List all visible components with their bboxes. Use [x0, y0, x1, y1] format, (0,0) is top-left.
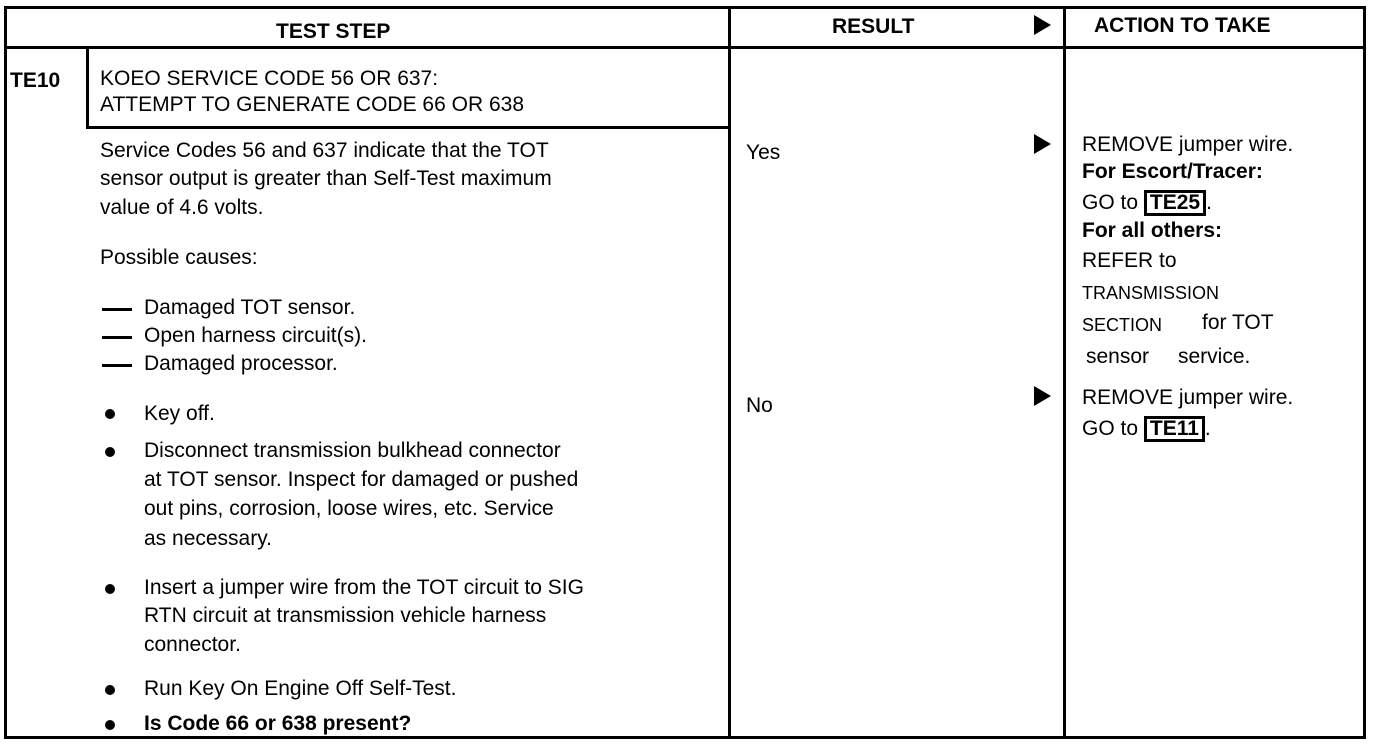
- table-border-bottom: [4, 736, 1366, 739]
- step-id-divider: [86, 48, 89, 128]
- dash-icon: [102, 364, 132, 367]
- dash-icon: [102, 308, 132, 311]
- cause-item: Open harness circuit(s).: [144, 324, 367, 347]
- table-border-left: [4, 6, 7, 739]
- dash-icon: [102, 336, 132, 339]
- bullet-icon: [105, 720, 115, 730]
- procedure-step-line: connector.: [144, 633, 241, 656]
- procedure-step-line: Insert a jumper wire from the TOT circuit to SIG: [144, 576, 584, 599]
- cause-item: Damaged TOT sensor.: [144, 296, 356, 319]
- procedure-step-line: RTN circuit at transmission vehicle harness: [144, 604, 547, 627]
- description-line1: Service Codes 56 and 637 indicate that the TOT: [100, 139, 549, 162]
- step-title-line2: ATTEMPT TO GENERATE CODE 66 OR 638: [100, 93, 524, 116]
- procedure-step-line: Disconnect transmission bulkhead connector: [144, 439, 561, 462]
- result-yes: Yes: [746, 141, 781, 164]
- causes-label: Possible causes:: [100, 246, 258, 269]
- column-divider-action: [1063, 6, 1066, 739]
- procedure-step: Run Key On Engine Off Self-Test.: [144, 677, 457, 700]
- action-yes-line8b: service.: [1178, 345, 1251, 368]
- action-yes-line1: REMOVE jumper wire.: [1082, 133, 1294, 156]
- header-result: RESULT: [832, 15, 915, 38]
- action-yes-line8a: sensor: [1086, 345, 1150, 368]
- bullet-icon: [105, 409, 115, 419]
- action-no-line1: REMOVE jumper wire.: [1082, 386, 1294, 409]
- action-yes-line2: For Escort/Tracer:: [1082, 160, 1263, 183]
- action-yes-line7a: SECTION: [1082, 315, 1163, 335]
- header-action: ACTION TO TAKE: [1094, 14, 1271, 37]
- action-yes-goto: [1082, 190, 1212, 216]
- result-arrow-icon: [1034, 134, 1051, 154]
- bullet-icon: [105, 584, 115, 594]
- cause-item: Damaged processor.: [144, 352, 338, 375]
- action-yes-line7b: for TOT: [1202, 311, 1274, 334]
- goto-period: .: [1204, 417, 1211, 440]
- step-title-line1: KOEO SERVICE CODE 56 OR 637:: [100, 67, 439, 90]
- action-yes-line5: REFER to: [1082, 249, 1177, 272]
- step-id: TE10: [10, 69, 61, 92]
- action-no-goto: [1082, 416, 1211, 442]
- step-reference-te11[interactable]: TE11: [1144, 416, 1205, 442]
- goto-label: GO to: [1082, 417, 1139, 440]
- bullet-icon: [105, 447, 115, 457]
- table-border-right: [1363, 6, 1366, 739]
- diagnostic-table: [4, 6, 1366, 739]
- action-yes-line4: For all others:: [1082, 219, 1223, 242]
- action-yes-line6: TRANSMISSION: [1082, 283, 1220, 303]
- procedure-question: Is Code 66 or 638 present?: [144, 712, 412, 735]
- goto-period: .: [1206, 191, 1212, 214]
- procedure-step-line: at TOT sensor. Inspect for damaged or pushed: [144, 468, 579, 491]
- procedure-step-line: out pins, corrosion, loose wires, etc. Service: [144, 497, 554, 520]
- column-divider-step: [728, 6, 731, 739]
- result-arrow-icon: [1034, 386, 1051, 406]
- description-line2: sensor output is greater than Self-Test maximum: [100, 167, 552, 190]
- header-test-step: TEST STEP: [276, 20, 391, 43]
- procedure-step: Key off.: [144, 402, 215, 425]
- result-no: No: [746, 394, 773, 417]
- header-arrow-icon: [1034, 15, 1051, 35]
- step-title-divider: [86, 126, 730, 129]
- header-divider: [4, 46, 1366, 49]
- step-reference-te25[interactable]: TE25: [1144, 190, 1206, 216]
- description-line3: value of 4.6 volts.: [100, 196, 264, 219]
- bullet-icon: [105, 685, 115, 695]
- table-border-top: [4, 6, 1366, 9]
- procedure-step-line: as necessary.: [144, 527, 272, 550]
- goto-label: GO to: [1082, 191, 1139, 214]
